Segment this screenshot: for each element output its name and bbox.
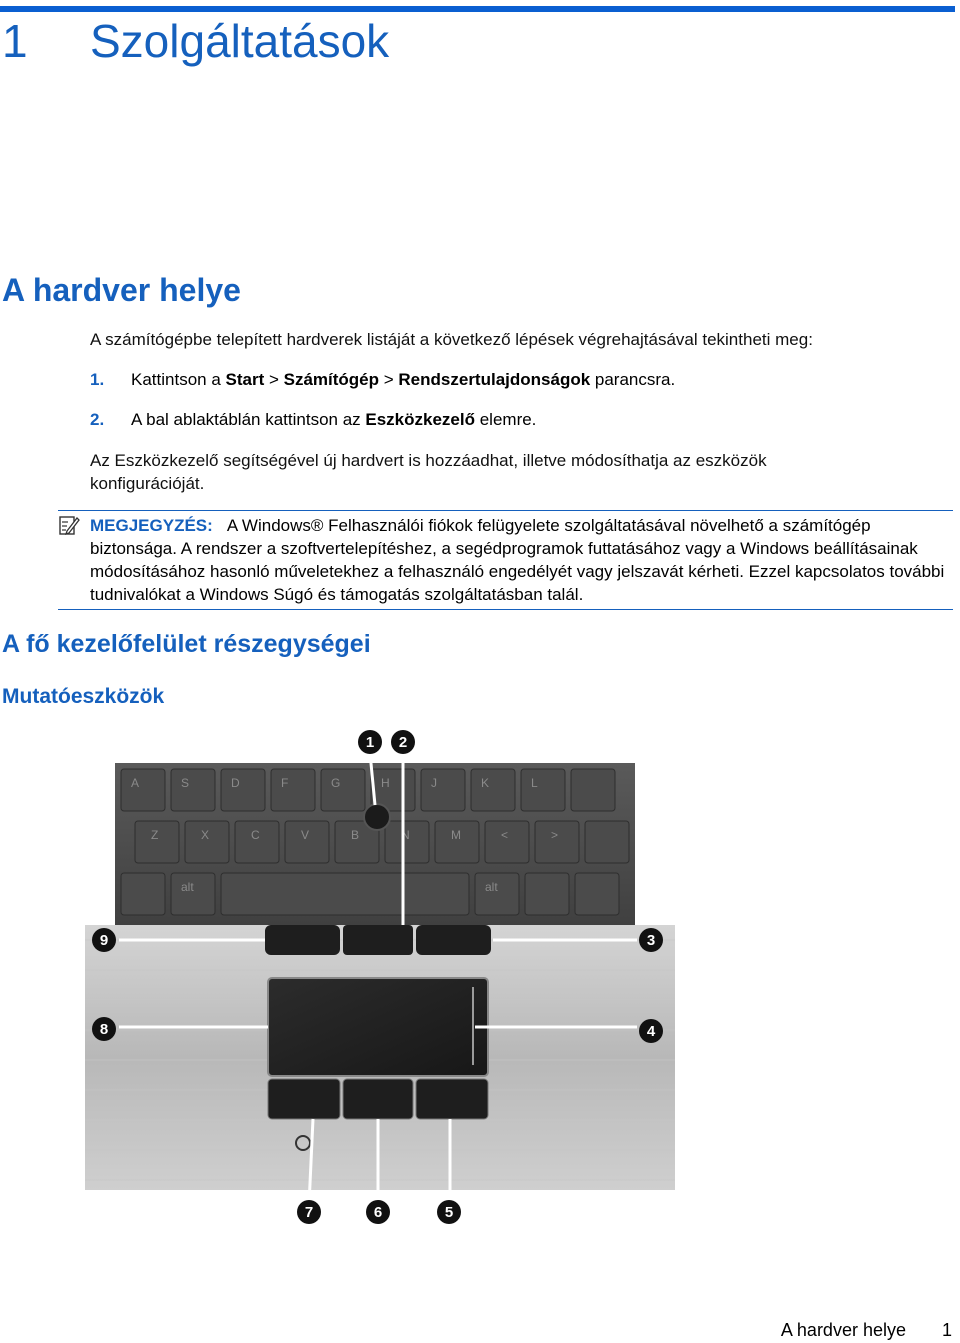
svg-text:V: V (301, 828, 310, 842)
svg-text:B: B (351, 828, 360, 842)
svg-text:N: N (401, 828, 410, 842)
intro-paragraph: A számítógépbe telepített hardverek listáját a következő lépések végrehajtásával tekintheti meg: (90, 330, 813, 349)
svg-text:alt: alt (181, 880, 194, 894)
svg-text:3: 3 (646, 932, 656, 949)
step-text: Kattintson a (131, 370, 226, 389)
chapter-title: Szolgáltatások (90, 15, 390, 67)
step-text: parancsra. (590, 370, 676, 389)
footer-section: A hardver helye (780, 1320, 906, 1340)
callout-7 (297, 1200, 321, 1224)
svg-text:>: > (551, 828, 559, 842)
subsection-title: A fő kezelőfelület részegységei (2, 630, 371, 658)
callout-2 (391, 730, 415, 754)
touchpad[interactable] (268, 978, 488, 1076)
svg-text:L: L (531, 776, 538, 790)
svg-text:G: G (331, 776, 341, 790)
callout-1 (358, 730, 382, 754)
svg-text:S: S (181, 776, 190, 790)
step-2 (90, 408, 536, 431)
ui-term: Számítógép (283, 370, 380, 389)
svg-text:X: X (201, 828, 210, 842)
note-label: MEGJEGYZÉS: (90, 516, 213, 535)
note-box (58, 510, 953, 610)
chapter-number: 1 (2, 15, 28, 67)
chapter-heading (2, 14, 389, 68)
svg-text:5: 5 (444, 1204, 454, 1221)
step-number: 2. (90, 410, 105, 429)
step-text: A bal ablaktáblán kattintson az (131, 410, 366, 429)
section-title: A hardver helye (2, 272, 241, 308)
callout-5 (437, 1200, 461, 1224)
svg-text:Z: Z (151, 828, 159, 842)
callout-4 (639, 1019, 663, 1043)
separator: > (264, 370, 284, 389)
paragraph-line: konfigurációját. (90, 474, 205, 493)
svg-text:6: 6 (373, 1204, 383, 1221)
svg-text:C: C (251, 828, 260, 842)
step-text: elemre. (475, 410, 537, 429)
pointing-stick[interactable] (364, 804, 390, 830)
svg-text:<: < (501, 828, 509, 842)
svg-text:9: 9 (99, 932, 109, 949)
callout-8 (92, 1017, 116, 1041)
note-text: A Windows® Felhasználói fiókok felügyelete szolgáltatásával növelhető a számítógép biztonsága. A rendszer a szoftvertelepítéshez, a segédprogramok futtatásához vagy a Windows beállításainak módosításához hasonló műveletekhez a felhasználó engedélyét vagy jelszavát kérheti. Ezzel kapcsolatos további tudnivalókat a Windows Súgó és támogatás szolgáltatásban talál. (90, 516, 945, 604)
svg-text:A: A (131, 776, 140, 790)
pointing-stick-buttons[interactable] (265, 925, 491, 955)
touchpad-figure (85, 725, 675, 1235)
svg-text:M: M (451, 828, 461, 842)
svg-text:7: 7 (304, 1204, 314, 1221)
callout-3 (639, 928, 663, 952)
step-1 (90, 368, 675, 391)
paragraph-line: Az Eszközkezelő segítségével új hardvert is hozzáadhat, illetve módosíthatja az eszközök (90, 451, 767, 470)
svg-text:alt: alt (485, 880, 498, 894)
svg-text:4: 4 (646, 1023, 656, 1040)
svg-text:K: K (481, 776, 490, 790)
note-pencil-icon (58, 514, 80, 536)
ui-term: Start (225, 370, 265, 389)
separator: > (379, 370, 399, 389)
top-rule (0, 6, 955, 12)
after-steps-paragraph (90, 449, 767, 495)
svg-text:1: 1 (365, 734, 375, 751)
svg-text:D: D (231, 776, 240, 790)
callout-6 (366, 1200, 390, 1224)
svg-text:8: 8 (99, 1021, 109, 1038)
subsubsection-title: Mutatóeszközök (2, 685, 165, 708)
step-number: 1. (90, 370, 105, 389)
svg-text:2: 2 (398, 734, 408, 751)
ui-term: Eszközkezelő (365, 410, 475, 429)
page-number: 1 (941, 1320, 952, 1340)
touchpad-buttons[interactable] (268, 1079, 488, 1119)
ui-term: Rendszertulajdonságok (398, 370, 591, 389)
page-footer (781, 1320, 952, 1341)
callout-9 (92, 928, 116, 952)
svg-text:H: H (381, 776, 390, 790)
svg-text:J: J (431, 776, 437, 790)
svg-text:F: F (281, 776, 289, 790)
